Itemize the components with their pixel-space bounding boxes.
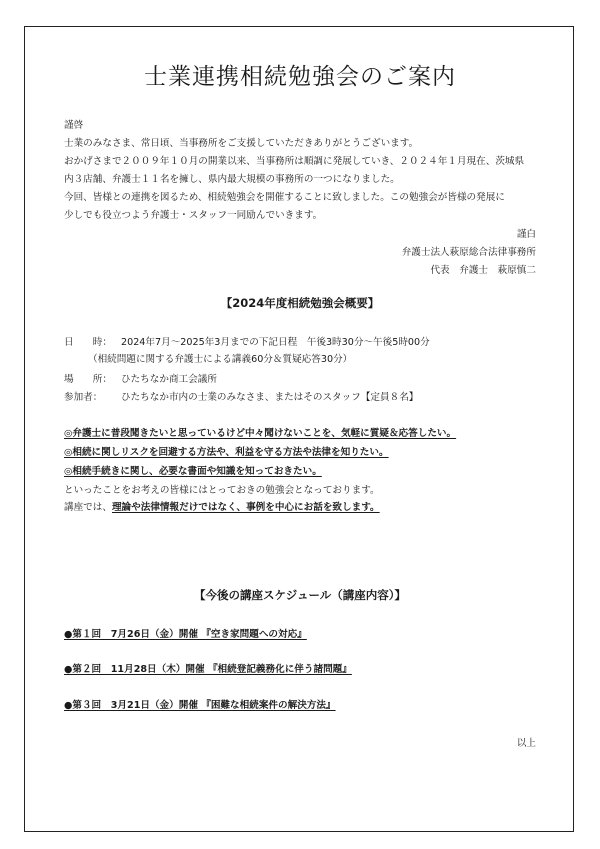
schedule-item: ●第３回 3月21日（金）開催 『困難な相続案件の解決方法』 [64, 700, 336, 711]
end-mark: 以上 [516, 738, 536, 749]
schedule-heading: 【今後の講座スケジュール（講座内容）】 [193, 588, 407, 602]
point-item: ◎相続手続きに関し、必要な書面や知識を知っておきたい。 [64, 466, 322, 477]
schedule-item: ●第１回 7月26日（金）開催 『空き家問題への対応』 [64, 629, 307, 640]
closing-line-2 [64, 501, 380, 514]
closing-line-2-emphasis: 理論や法律情報だけではなく、事例を中心にお話を致します。 [111, 502, 380, 513]
participants-value: ひたちなか市内の士業のみなさま、またはそのスタッフ【定員８名】 [121, 392, 419, 403]
letter-paragraph-3-line-2: 少しでも役立つよう弁護士・スタッフ一同励んでいきます。 [64, 210, 323, 221]
place-label: 場 所： [64, 374, 112, 385]
point-item: ◎相続に関しリスクを回避する方法や、利益を守る方法や法律を知りたい。 [64, 447, 389, 458]
date-note: （相続問題に関する弁護士による講義60分＆質疑応答30分） [88, 354, 353, 365]
closing-word: 謹白 [516, 229, 536, 240]
overview-heading: 【2024年度相続勉強会概要】 [220, 296, 380, 310]
page-title: 士業連携相続勉強会のご案内 [144, 64, 456, 90]
letter-paragraph-2-line-2: 内３店舗、弁護士１１名を擁し、県内最大規模の事務所の一つになりました。 [64, 174, 400, 185]
date-label: 日 時： [64, 337, 112, 348]
letter-paragraph-1: 士業のみなさま、常日頃、当事務所をご支援していただきありがとうございます。 [64, 138, 419, 149]
date-value: 2024年7月～2025年3月までの下記日程 午後3時30分～午後5時00分 [121, 337, 430, 348]
closing-line-2-prefix: 講座では、 [64, 502, 112, 513]
representative-name: 代表 弁護士 萩原慎二 [430, 265, 536, 276]
letter-paragraph-3-line-1: 今回、皆様との連携を図るため、相続勉強会を開催することに致しました。この勉強会が皆様の発展に [64, 192, 505, 203]
salutation: 謹啓 [64, 120, 84, 131]
schedule-item: ●第２回 11月28日（木）開催 『相続登記義務化に伴う諸問題』 [64, 664, 352, 675]
letter-paragraph-2-line-1: おかげさまで２００９年１０月の開業以来、当事務所は順調に発展していき、２０２４年１月現在、茨城県 [64, 156, 525, 167]
point-item: ◎弁護士に普段聞きたいと思っているけど中々聞けないことを、気軽に質疑＆応答したい。 [64, 428, 457, 439]
closing-line-1: といったことをお考えの皆様にはとっておきの勉強会となっております。 [64, 485, 380, 496]
participants-label: 参加者： [64, 392, 103, 403]
place-value: ひたちなか商工会議所 [121, 374, 217, 385]
firm-name: 弁護士法人萩原総合法律事務所 [401, 247, 536, 258]
